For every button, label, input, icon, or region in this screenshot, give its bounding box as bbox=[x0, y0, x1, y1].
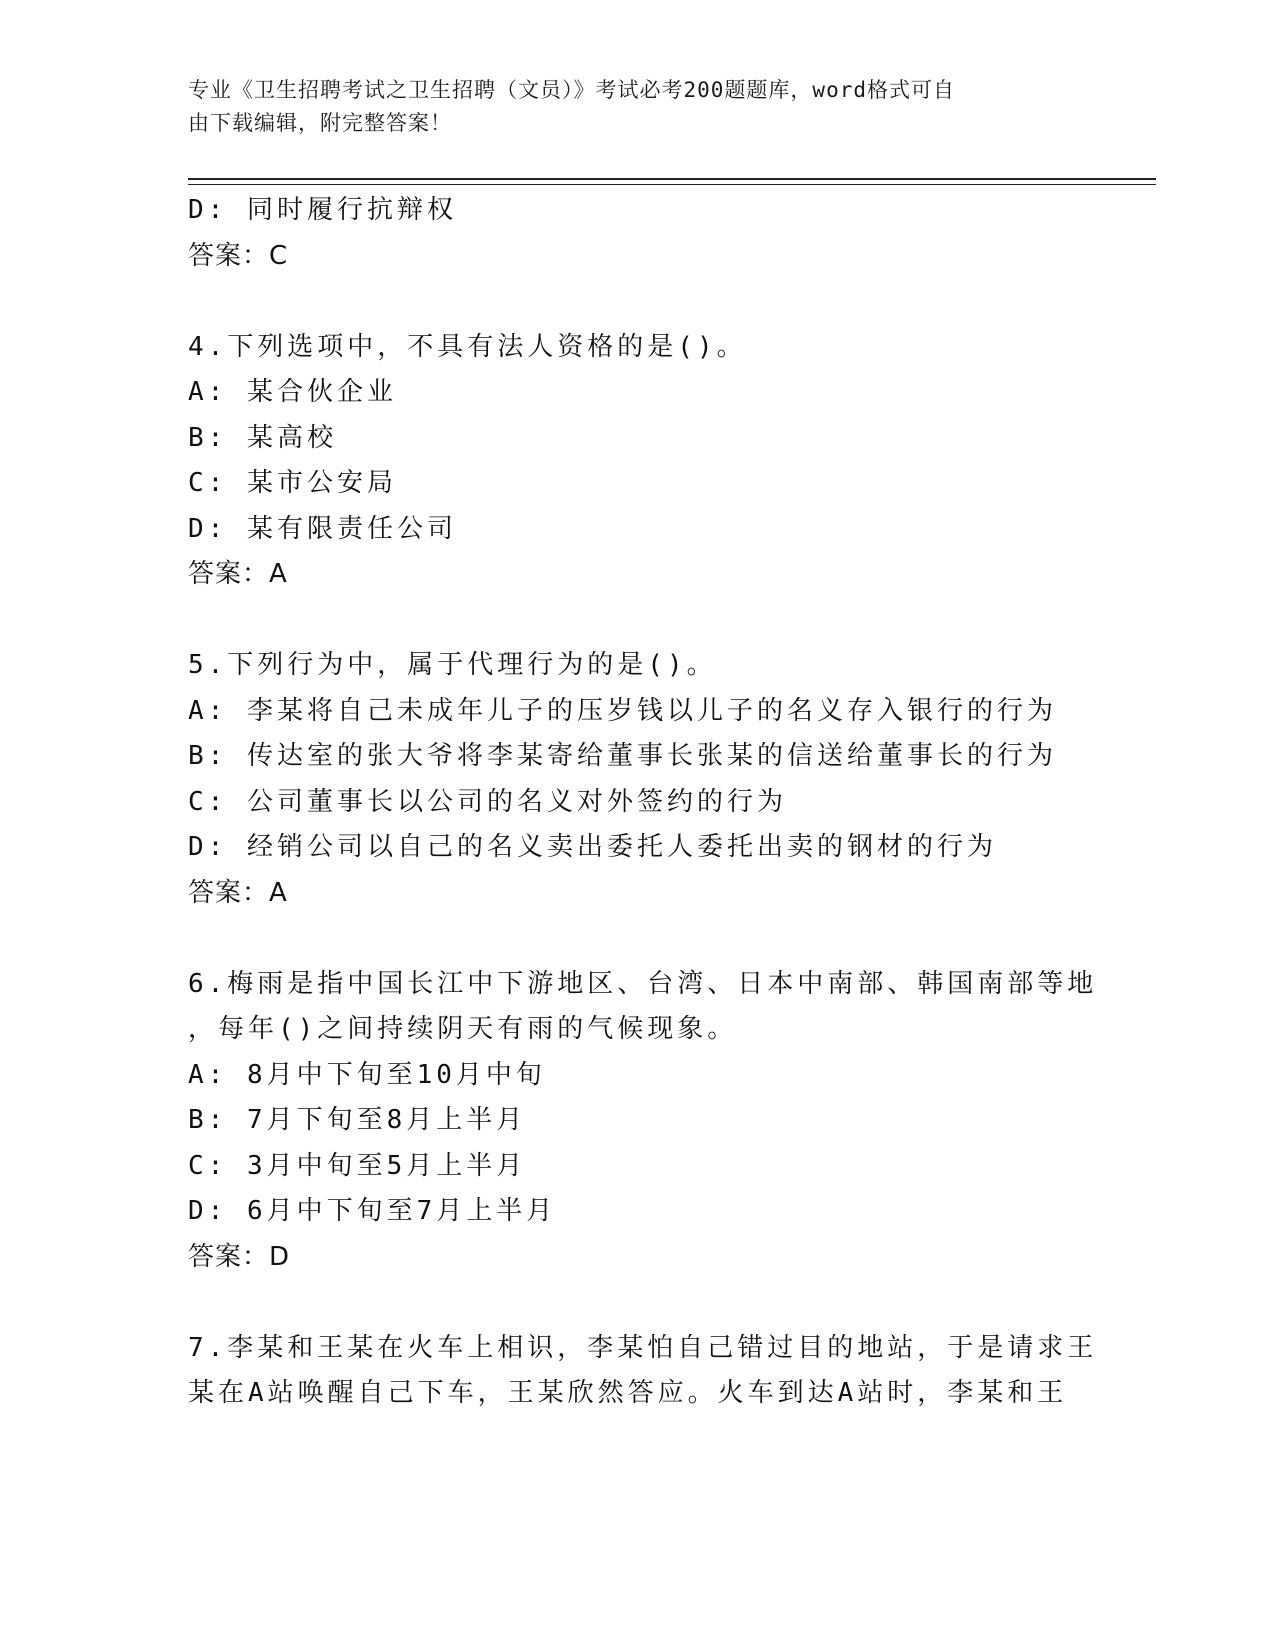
spacer bbox=[188, 279, 1088, 325]
option-b: B: 7月下旬至8月上半月 bbox=[188, 1105, 527, 1135]
option-d: D: 某有限责任公司 bbox=[188, 513, 457, 544]
option-c: C: 公司董事长以公司的名义对外签约的行为 bbox=[188, 786, 787, 817]
page-header bbox=[188, 74, 1068, 140]
question-6 bbox=[188, 962, 1098, 1281]
spacer bbox=[188, 916, 1088, 962]
option-a: A: 李某将自己未成年儿子的压岁钱以儿子的名义存入银行的行为 bbox=[188, 695, 1057, 726]
spacer bbox=[188, 1280, 1088, 1326]
question-stem-line-1: 7.李某和王某在火车上相识，李某怕自己错过目的地站，于是请求王 bbox=[188, 1332, 1098, 1363]
option-c: C: 某市公安局 bbox=[188, 468, 397, 498]
question-stem-line-2: 某在A站唤醒自己下车，王某欣然答应。火车到达A站时，李某和王 bbox=[188, 1378, 1068, 1408]
answer: 答案：A bbox=[188, 559, 288, 589]
header-line-2: 由下载编辑，附完整答案！ bbox=[188, 111, 452, 135]
option-d: D: 同时履行抗辩权 bbox=[188, 195, 457, 225]
option-a: A: 某合伙企业 bbox=[188, 377, 397, 407]
option-c: C: 3月中旬至5月上半月 bbox=[188, 1150, 527, 1181]
question-5 bbox=[188, 643, 1088, 916]
option-d: D: 经销公司以自己的名义卖出委托人委托出卖的钢材的行为 bbox=[188, 832, 997, 862]
question-7 bbox=[188, 1326, 1098, 1417]
option-d: D: 6月中下旬至7月上半月 bbox=[188, 1196, 557, 1226]
option-b: B: 传达室的张大爷将李某寄给董事长张某的信送给董事长的行为 bbox=[188, 741, 1057, 771]
question-stem: 4.下列选项中，不具有法人资格的是()。 bbox=[188, 331, 747, 362]
answer: 答案：C bbox=[188, 240, 289, 271]
option-a: A: 8月中下旬至10月中旬 bbox=[188, 1059, 546, 1090]
option-b: B: 某高校 bbox=[188, 422, 337, 453]
question-stem-line-1: 6.梅雨是指中国长江中下游地区、台湾、日本中南部、韩国南部等地 bbox=[188, 968, 1098, 999]
question-4 bbox=[188, 325, 1088, 598]
header-line-1: 专业《卫生招聘考试之卫生招聘（文员）》考试必考200题题库，word格式可自 bbox=[188, 78, 955, 102]
spacer bbox=[188, 598, 1088, 644]
answer: 答案：D bbox=[188, 1241, 291, 1272]
answer: 答案：A bbox=[188, 877, 288, 908]
header-divider bbox=[188, 178, 1156, 185]
question-stem-line-2: ，每年()之间持续阴天有雨的气候现象。 bbox=[188, 1014, 738, 1044]
question-stem: 5.下列行为中，属于代理行为的是()。 bbox=[188, 650, 717, 680]
question-list bbox=[188, 188, 1098, 1417]
question-3-tail bbox=[188, 188, 1088, 279]
